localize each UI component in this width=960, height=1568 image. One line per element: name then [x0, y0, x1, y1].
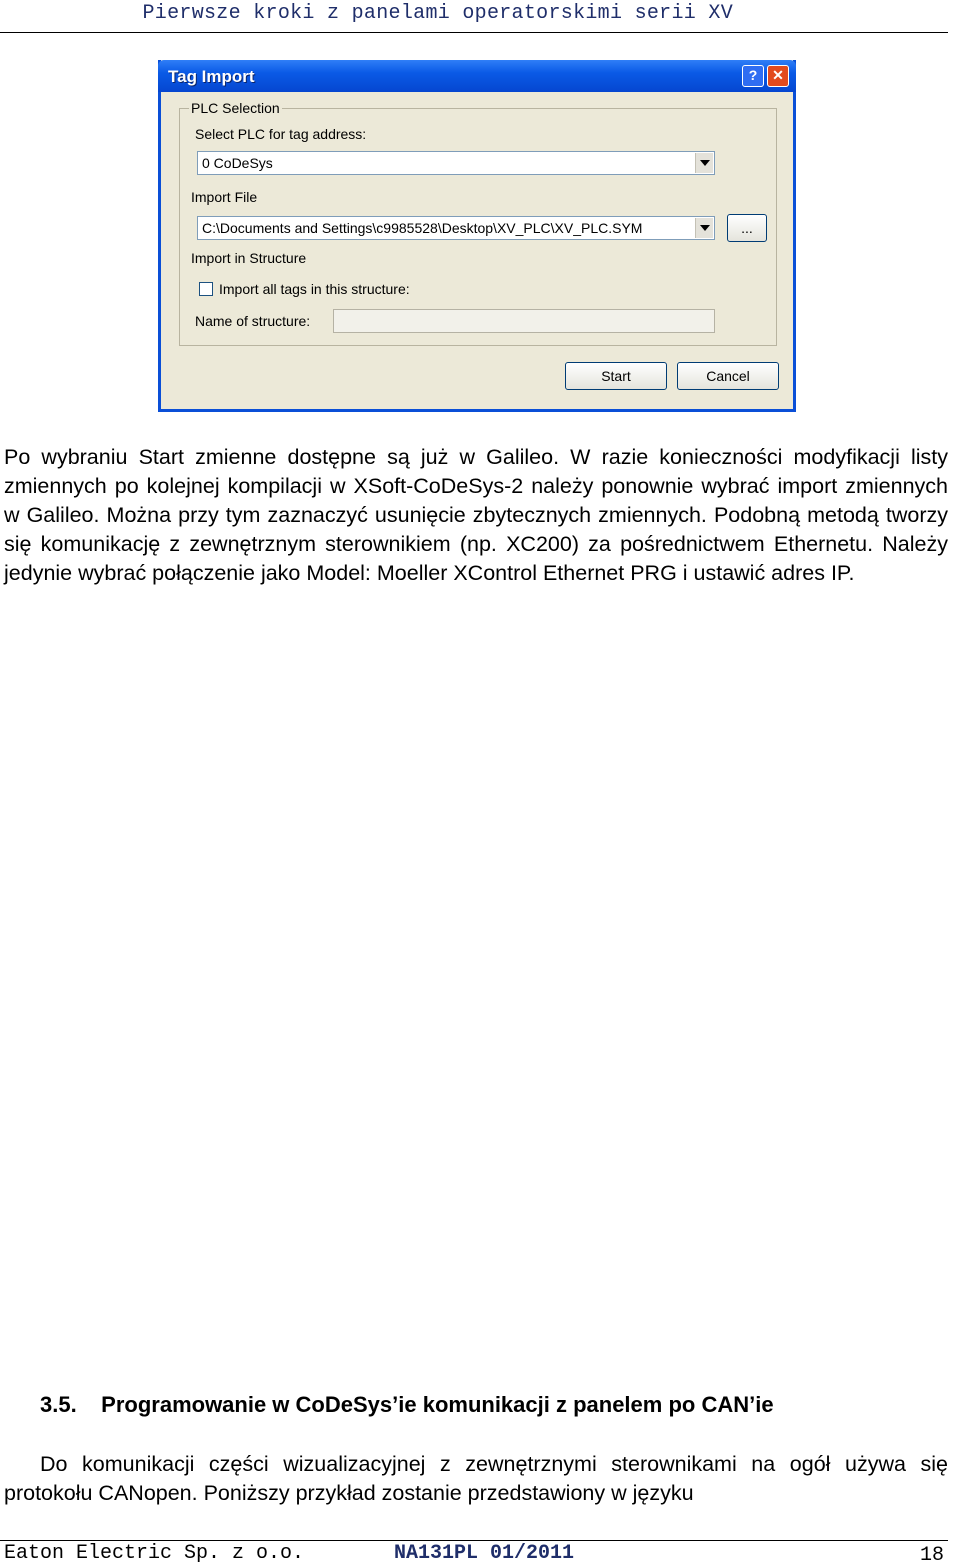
section-title: Programowanie w CoDeSys’ie komunikacji z panelem po CAN’ie — [101, 1392, 774, 1417]
section-heading — [40, 1392, 774, 1418]
chevron-down-icon[interactable] — [695, 153, 713, 173]
dialog-title: Tag Import — [168, 67, 255, 86]
browse-button[interactable]: ... — [727, 214, 767, 242]
import-file-value: C:\Documents and Settings\c9985528\Desktop\XV_PLC\XV_PLC.SYM — [202, 220, 643, 236]
import-file-label: Import File — [191, 189, 258, 205]
tag-import-dialog — [158, 60, 796, 412]
footer-divider — [0, 1540, 948, 1541]
help-button[interactable]: ? — [742, 65, 764, 87]
footer-page-number: 18 — [920, 1544, 945, 1567]
footer-company: Eaton Electric Sp. z o.o. — [4, 1542, 305, 1565]
import-all-checkbox[interactable] — [199, 282, 213, 296]
dialog-titlebar — [158, 60, 796, 92]
plc-select-value: 0 CoDeSys — [202, 155, 273, 171]
plc-selection-label: PLC Selection — [191, 100, 280, 116]
paragraph-2: Do komunikacji części wizualizacyjnej z zewnętrznymi sterownikami na ogół używa się protokołu CANopen. Poniższy przykład zostanie przedstawiony w języku — [4, 1452, 948, 1505]
structure-name-input[interactable] — [333, 309, 715, 333]
plc-select[interactable] — [197, 151, 715, 175]
cancel-button[interactable]: Cancel — [677, 362, 779, 390]
page-header — [0, 0, 948, 33]
import-file-select[interactable] — [197, 216, 715, 240]
paragraph-1: Po wybraniu Start zmienne dostępne są już w Galileo. W razie konieczności modyfikacji listy zmiennych po kolejnej kompilacji w XSoft-CoDeSys-2 należy ponownie wybrać import zmiennych w Galileo. Można przy tym zaznaczyć usunięcie zbytecznych zmiennych. Podobną metodą tworzy się komunikację z zewnętrznym sterownikiem (np. XC200) za pośrednictwem Ethernetu. Należy jedynie wybrać połączenie jako Model: Moeller XControl Ethernet PRG i ustawić adres IP. — [4, 445, 948, 585]
close-button[interactable]: ✕ — [767, 65, 789, 87]
footer-doc-code: NA131PL 01/2011 — [394, 1542, 575, 1565]
import-structure-label: Import in Structure — [191, 250, 307, 266]
structure-name-label: Name of structure: — [195, 313, 311, 329]
plc-prompt-label: Select PLC for tag address: — [195, 126, 367, 142]
start-button[interactable]: Start — [565, 362, 667, 390]
section-number: 3.5. — [40, 1392, 77, 1417]
import-all-label: Import all tags in this structure: — [219, 281, 410, 297]
header-title: Pierwsze kroki z panelami operatorskimi serii XV — [142, 2, 733, 25]
chevron-down-icon[interactable] — [695, 218, 713, 238]
